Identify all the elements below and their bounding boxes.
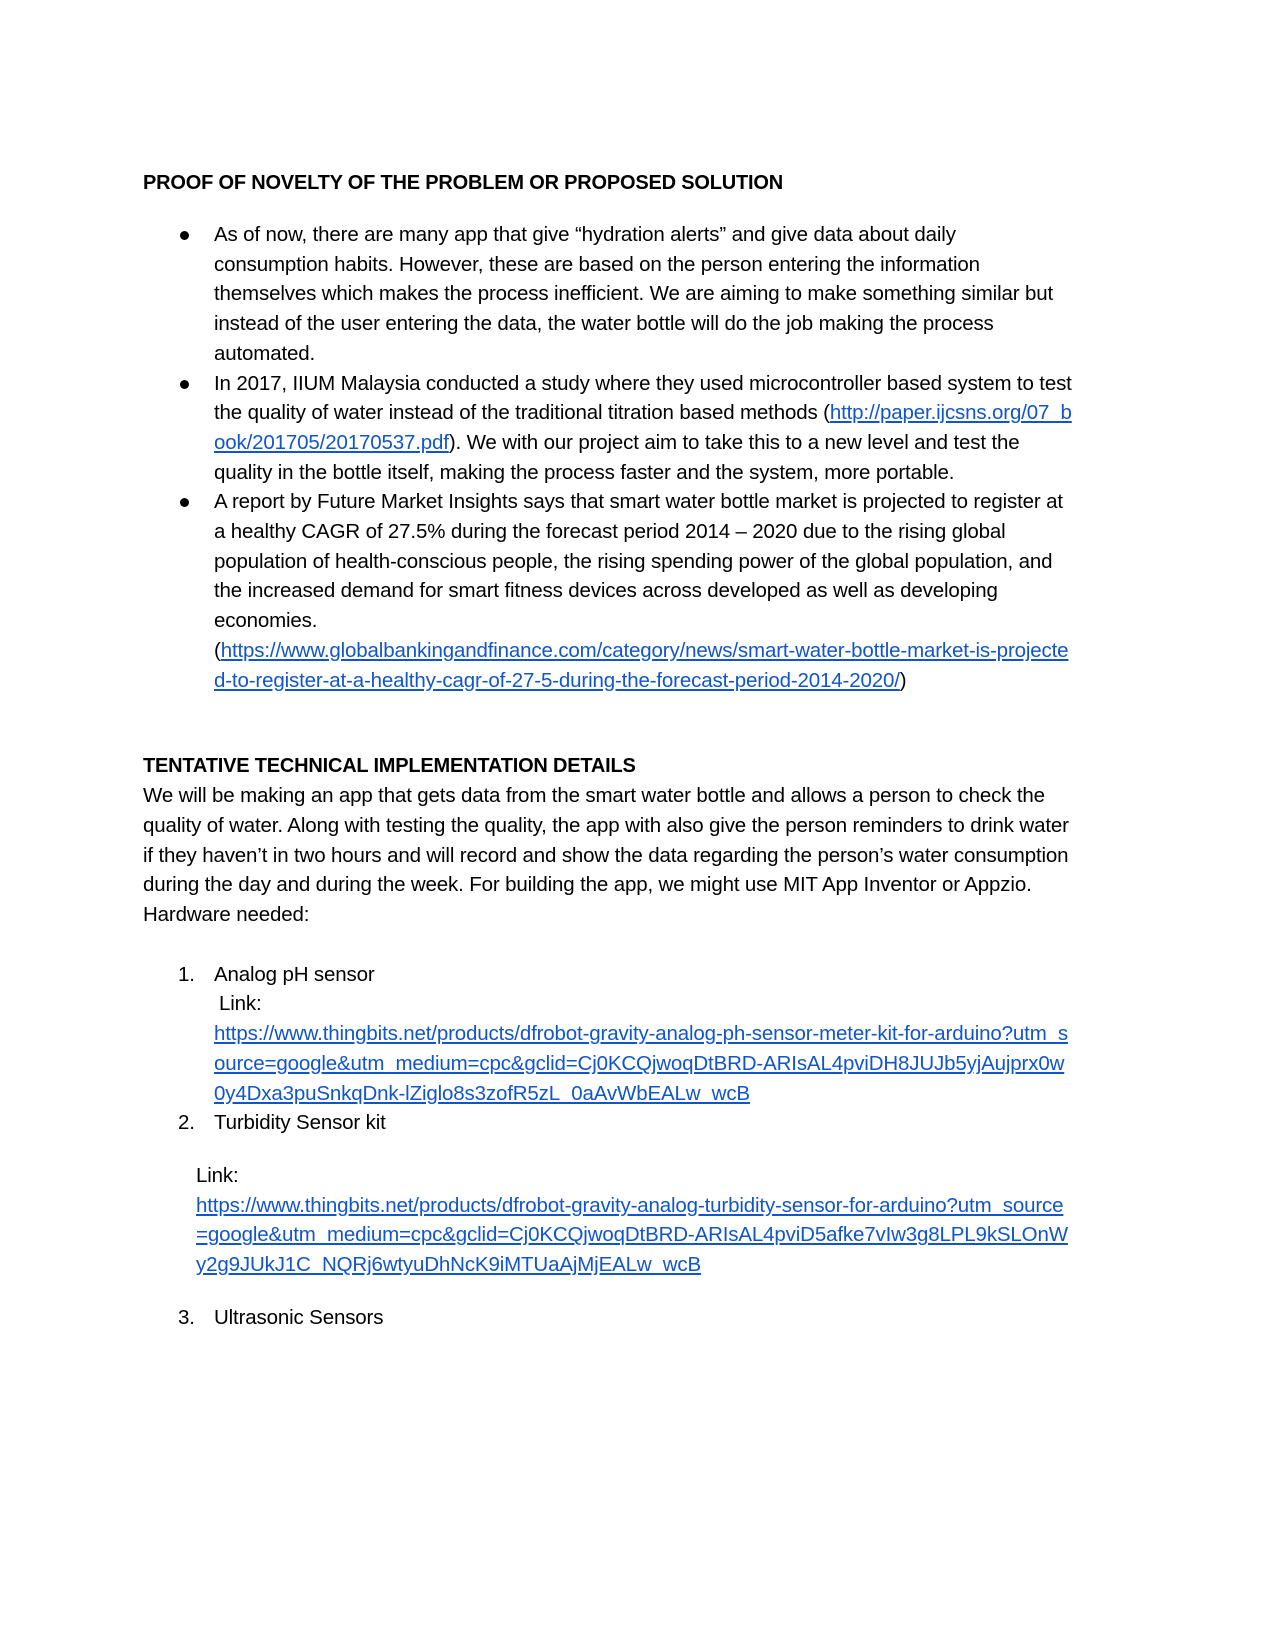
bullet-text: As of now, there are many app that give “hydration alerts” and give data about daily consumption habits. However, these are based on the person entering the information themselves which makes the process inefficient. We are aiming to make something similar but instead of the user entering the data, the water bottle will do the job making the process automated. xyxy=(214,223,1053,365)
bullet-icon xyxy=(180,498,189,507)
hardware-list xyxy=(143,960,1073,1333)
hardware-name: Turbidity Sensor kit xyxy=(214,1111,386,1135)
section-heading-technical-details: TENTATIVE TECHNICAL IMPLEMENTATION DETAILS xyxy=(143,755,636,778)
ijcsns-paper-link[interactable]: http://paper.ijcsns.org/07_book/201705/20170537.pdf xyxy=(214,401,1072,454)
hardware-item-ultrasonic-sensors xyxy=(143,1303,1073,1333)
hardware-name: Analog pH sensor xyxy=(214,962,375,986)
bullet-icon xyxy=(180,380,189,389)
list-number: 3. xyxy=(178,1305,195,1329)
bullet-item xyxy=(143,369,1073,488)
bullet-text: ). We with our project aim to take this to a new level and test the quality in the bottle itself, making the process faster and the system, more portable. xyxy=(214,430,1020,484)
bullet-item xyxy=(143,220,1073,369)
turbidity-sensor-link[interactable]: https://www.thingbits.net/products/dfrobot-gravity-analog-turbidity-sensor-for-arduino?utm_source=google&utm_medium=cpc&gclid=Cj0KCQjwoqDtBRD-ARIsAL4pviD5afke7vIw3g8LPL9kSLOnWy2g9JUkJ1C_NQRj6wtyuDhNcK9iMTUaAjMjEALw_wcB xyxy=(196,1193,1068,1277)
technical-details-paragraph: We will be making an app that gets data from the smart water bottle and allows a person to check the quality of water. Along with testing the quality, the app with also give the person reminders to drink water if they haven’t in two hours and will record and show the data regarding the person’s water consumption during the day and during the week. For building the app, we might use MIT App Inventor or Appzio. xyxy=(143,784,1069,897)
ph-sensor-link[interactable]: https://www.thingbits.net/products/dfrobot-gravity-analog-ph-sensor-meter-kit-for-arduino?utm_source=google&utm_medium=cpc&gclid=Cj0KCQjwoqDtBRD-ARIsAL4pviDH8JUJb5yjAujprx0w0y4Dxa3puSnkqDnk-lZiglo8s3zofR5zL_0aAvWbEALw_wcB xyxy=(214,1022,1068,1105)
technical-details-section xyxy=(143,751,1073,1332)
hardware-name: Ultrasonic Sensors xyxy=(214,1305,384,1329)
bullet-text: In 2017, IIUM Malaysia conducted a study where they used microcontroller based system to test the quality of water instead of the traditional titration based methods ( xyxy=(214,371,1072,425)
hardware-needed-label: Hardware needed: xyxy=(143,903,310,927)
globalbanking-article-link[interactable]: https://www.globalbankingandfinance.com/category/news/smart-water-bottle-market-is-projected-to-register-at-a-healthy-cagr-of-27-5-during-the-forecast-period-2014-2020/ xyxy=(214,638,1069,692)
link-label: Link: xyxy=(196,1163,239,1187)
novelty-bullet-list xyxy=(143,220,1073,695)
bullet-text: A report by Future Market Insights says that smart water bottle market is projected to register at a healthy CAGR of 27.5% during the forecast period 2014 – 2020 due to the rising global population of health-conscious people, the rising spending power of the global population, and the increased demand for smart fitness devices across developed as well as developing economies. xyxy=(214,490,1063,633)
list-number: 1. xyxy=(178,962,195,986)
document-page xyxy=(143,168,1073,1333)
hardware-item-turbidity-sensor xyxy=(143,1108,1073,1280)
bullet-icon xyxy=(180,231,189,240)
list-number: 2. xyxy=(178,1111,195,1135)
paren-open: ( xyxy=(214,638,221,662)
turbidity-link-block xyxy=(196,1161,1073,1280)
paren-close: ) xyxy=(899,668,907,692)
section-heading-proof-of-novelty: PROOF OF NOVELTY OF THE PROBLEM OR PROPOSED SOLUTION xyxy=(143,172,784,194)
bullet-item xyxy=(143,487,1073,695)
link-label: Link: xyxy=(219,992,262,1016)
hardware-item-ph-sensor xyxy=(143,960,1073,1109)
